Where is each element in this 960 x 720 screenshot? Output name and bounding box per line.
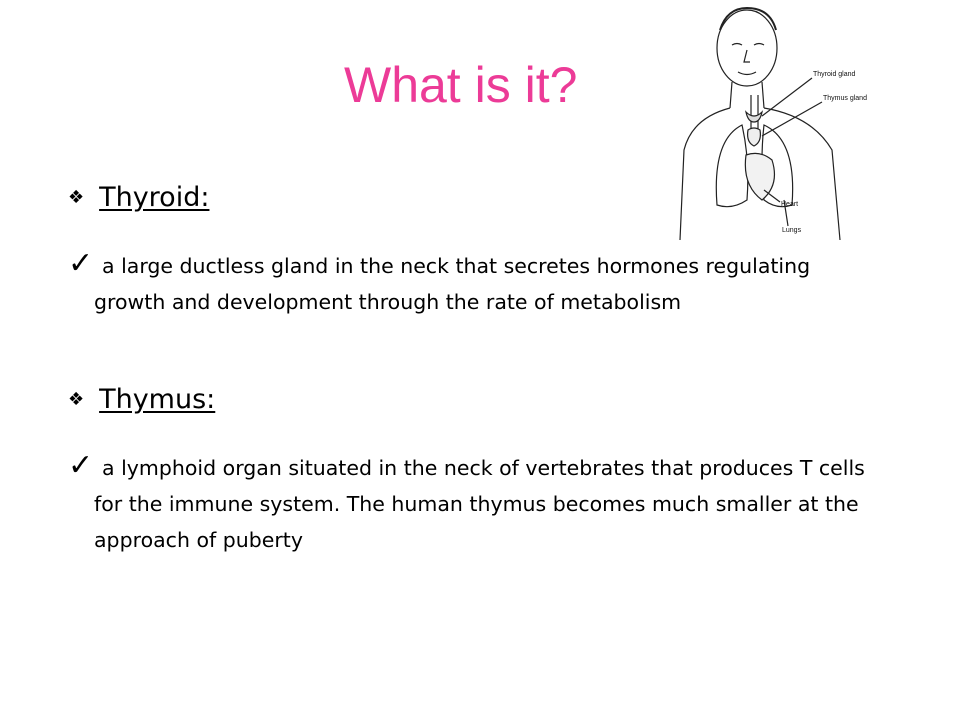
thymus-description-row	[68, 450, 868, 558]
slide-title: What is it?	[344, 57, 578, 113]
anatomy-illustration	[672, 0, 912, 240]
thyroid-heading-row	[68, 182, 209, 213]
thymus-description-text: a lymphoid organ situated in the neck of vertebrates that produces T cells for the immune system. The human thymus becomes much smaller at the approach of puberty	[94, 456, 865, 552]
thyroid-description-text: a large ductless gland in the neck that secretes hormones regulating growth and development through the rate of metabolism	[94, 254, 811, 314]
lungs-label: Lungs	[782, 227, 802, 234]
check-mark-icon: ✓	[68, 246, 94, 281]
thyroid-heading: Thyroid:	[99, 182, 210, 213]
thymus-description	[68, 450, 868, 558]
diamond-bullet-icon: ❖	[68, 187, 85, 208]
diamond-bullet-icon: ❖	[68, 389, 85, 410]
thyroid-description-row	[68, 248, 868, 320]
thyroid-description	[68, 248, 868, 320]
heart-label: Heart	[781, 201, 799, 208]
thymus-heading-row	[68, 384, 215, 415]
thymus-gland-label: Thymus gland	[823, 95, 867, 102]
thymus-heading: Thymus:	[99, 384, 216, 415]
thyroid-gland-label: Thyroid gland	[813, 71, 856, 78]
check-mark-icon: ✓	[68, 448, 94, 483]
